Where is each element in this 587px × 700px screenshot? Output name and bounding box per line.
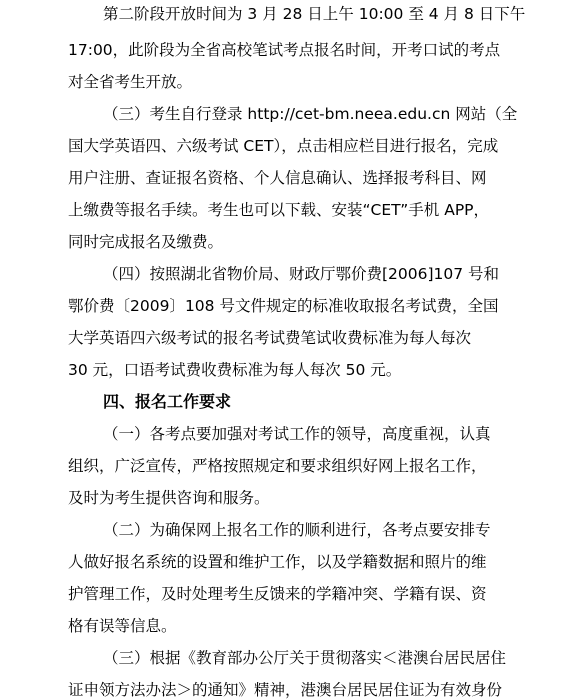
paragraph-item-3-line: （三）考生自行登录 http://cet-bm.neea.edu.cn 网站（全 bbox=[103, 105, 518, 123]
paragraph-item-4-line: 大学英语四六级考试的报名考试费笔试收费标准为每人每次 bbox=[68, 329, 472, 347]
paragraph-phase-two-line: 对全省考生开放。 bbox=[68, 73, 193, 91]
paragraph-req-2-line: 护管理工作，及时处理考生反馈来的学籍冲突、学籍有误、资 bbox=[68, 585, 487, 603]
paragraph-req-2-line: 人做好报名系统的设置和维护工作，以及学籍数据和照片的维 bbox=[68, 553, 487, 571]
paragraph-item-4-line: 30 元，口语考试费收费标准为每人每次 50 元。 bbox=[68, 361, 402, 379]
paragraph-req-1-line: 及时为考生提供咨询和服务。 bbox=[68, 489, 270, 507]
paragraph-req-3-line: （三）根据《教育部办公厅关于贯彻落实＜港澳台居民居住 bbox=[103, 649, 507, 667]
paragraph-item-3-line: 国大学英语四、六级考试 CET），点击相应栏目进行报名，完成 bbox=[68, 137, 499, 155]
paragraph-req-1-line: （一）各考点要加强对考试工作的领导，高度重视，认真 bbox=[103, 425, 491, 443]
paragraph-item-4-line: （四）按照湖北省物价局、财政厅鄂价费[2006]107 号和 bbox=[103, 265, 500, 283]
paragraph-req-1-line: 组织，广泛宣传，严格按照规定和要求组织好网上报名工作， bbox=[68, 457, 487, 475]
paragraph-item-3-line: 上缴费等报名手续。考生也可以下载、安装“CET”手机 APP， bbox=[68, 201, 490, 219]
paragraph-req-2-line: 格有误等信息。 bbox=[68, 617, 177, 635]
paragraph-req-3-line: 证申领方法办法＞的通知》精神，港澳台居民居住证为有效身份 bbox=[68, 681, 503, 699]
paragraph-item-4-line: 鄂价费〔2009〕108 号文件规定的标准收取报名考试费，全国 bbox=[68, 297, 499, 315]
section-heading: 四、报名工作要求 bbox=[103, 392, 232, 411]
paragraph-phase-two-line: 第二阶段开放时间为 3 月 28 日上午 10:00 至 4 月 8 日下午 bbox=[103, 5, 526, 23]
paragraph-req-2-line: （二）为确保网上报名工作的顺利进行，各考点要安排专 bbox=[103, 521, 491, 539]
paragraph-item-3-line: 同时完成报名及缴费。 bbox=[68, 233, 224, 251]
paragraph-phase-two-line: 17:00，此阶段为全省高校笔试考点报名时间，开考口试的考点 bbox=[68, 41, 501, 59]
paragraph-item-3-line: 用户注册、查证报名资格、个人信息确认、选择报考科目、网 bbox=[68, 169, 487, 187]
